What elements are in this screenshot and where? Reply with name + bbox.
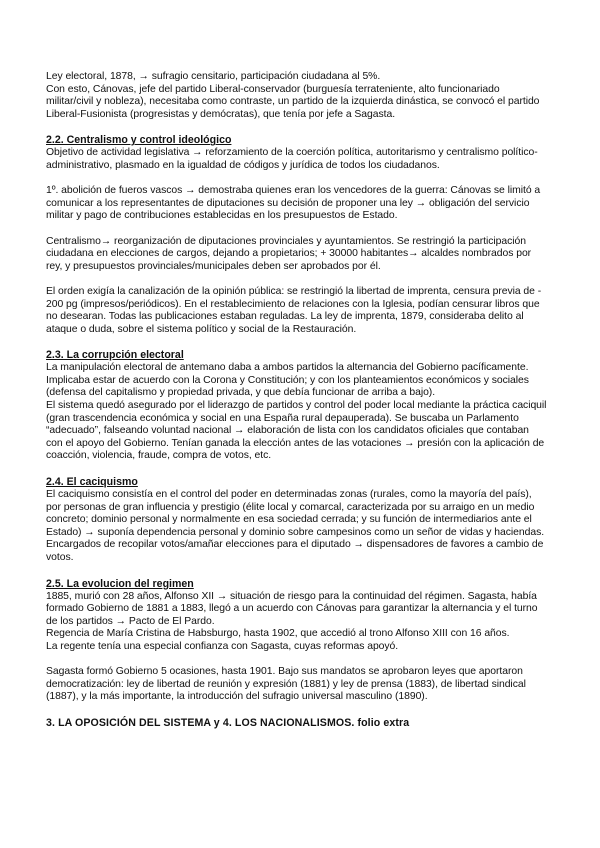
paragraph: Objetivo de actividad legislativa → reforzamiento de la coerción política, autoritarismo y centralismo político-administrativo, plasmado en la igualdad de códigos y jurídica de todos los ciudadanos. <box>46 147 538 171</box>
intro-block <box>46 71 548 121</box>
section-centralismo <box>46 134 548 336</box>
section-heading: 2.5. La evolucion del regimen <box>46 577 194 590</box>
paragraph: El sistema quedó asegurado por el liderazgo de partidos y control del poder local mediante la práctica caciquil (gran trascendencia económica y social en una España rural depauperada). Se buscaba un Parlamento “adecuado”, falseando voluntad nacional → elaboración de lista con los candidatos oficiales que contaban con el apoyo del Gobierno. Tenían ganada la elección antes de las votaciones → presión con la aplicación de coacción, violencia, fraude, compra de votos, etc. <box>46 400 547 462</box>
section-heading: 2.4. El caciquismo <box>46 476 138 489</box>
section-caciquismo <box>46 476 548 565</box>
intro-paragraph-1: Ley electoral, 1878, → sufragio censitario, participación ciudadana al 5%. <box>46 71 381 82</box>
paragraph: 1885, murió con 28 años, Alfonso XII → situación de riesgo para la continuidad del régimen. Sagasta, había formado Gobierno de 1881 a 1883, llegó a un acuerdo con Cánovas para garantizar la alternancia y el turno de los partidos → Pacto de El Pardo. <box>46 590 538 627</box>
paragraph: La manipulación electoral de antemano daba a ambos partidos la alternancia del Gobierno pacíficamente. Implicaba estar de acuerdo con la Corona y Constitución; y con los planteamientos económicos y sociales (defensa del capitalismo y propiedad privada, y que debía funcionar de arriba a bajo). <box>46 362 529 399</box>
paragraph: El caciquismo consistía en el control del poder en determinadas zonas (rurales, como la mayoría del país), por personas de gran influencia y prestigio (élite local y comarcal, caracterizada por su arraigo en un medio concreto; dominio personal y normalmente en esa sociedad cerrada; y su función de intermediarios ante el Estado) → suponía dependencia personal y dominio sobre campesinos como un señor de vidas y haciendas. Encargados de recopilar votos/amañar elecciones para el diputado → dispensadores de favores a cambio de votos. <box>46 489 545 563</box>
paragraph: 1º. abolición de fueros vascos → demostraba quienes eran los vencedores de la guerra: Cánovas se limitó a comunicar a los representantes de diputaciones su decisión de proponer una ley → obligación del servicio militar y pago de contribuciones establecidas en los presupuestos de Estado. <box>46 185 541 222</box>
paragraph: El orden exigía la canalización de la opinión pública: se restringió la libertad de imprenta, censura previa de - 200 pg (impresos/periódicos). En el restablecimiento de relaciones con la Iglesia, podían censurar libros que no desearan. Todas las publicaciones estaban reguladas. La ley de imprenta, 1879, consideraba delito al ataque o duda, sobre el sistema político y social de la Restauración. <box>46 285 542 335</box>
paragraph: La regente tenía una especial confianza con Sagasta, cuyas reformas apoyó. <box>46 640 399 652</box>
section-corrupcion-electoral <box>46 349 548 463</box>
paragraph: Regencia de María Cristina de Habsburgo, hasta 1902, que accedió al trono Alfonso XIII con 16 años. <box>46 628 510 640</box>
section-evolucion-regimen <box>46 578 548 704</box>
closing-heading: 3. LA OPOSICIÓN DEL SISTEMA y 4. LOS NACIONALISMOS. folio extra <box>46 716 410 729</box>
section-heading: 2.2. Centralismo y control ideológico <box>46 134 232 147</box>
intro-paragraph-2: Con esto, Cánovas, jefe del partido Liberal-conservador (burguesía terrateniente, alto funcionariado militar/civil y nobleza), necesitaba como contraste, un partido de la izquierda dinástica, se convocó el partido Liberal-Fusionista (progresistas y demócratas), que tenía por jefe a Sagasta. <box>46 83 540 120</box>
paragraph: Sagasta formó Gobierno 5 ocasiones, hasta 1901. Bajo sus mandatos se aprobaron leyes que aportaron democratización: ley de libertad de reunión y expresión (1881) y ley de prensa (1883), de libertad sindical (1887), y la más importante, la introducción del sufragio universal masculino (1890). <box>46 666 526 703</box>
paragraph: Centralismo→ reorganización de diputaciones provinciales y ayuntamientos. Se restringió la participación ciudadana en elecciones de cargos, dejando a propietarios; + 30000 habitantes→ alcaldes nombrados por rey, y presupuestos provinciales/municipales deben ser aprobados por él. <box>46 235 532 272</box>
section-heading: 2.3. La corrupción electoral <box>46 349 184 362</box>
